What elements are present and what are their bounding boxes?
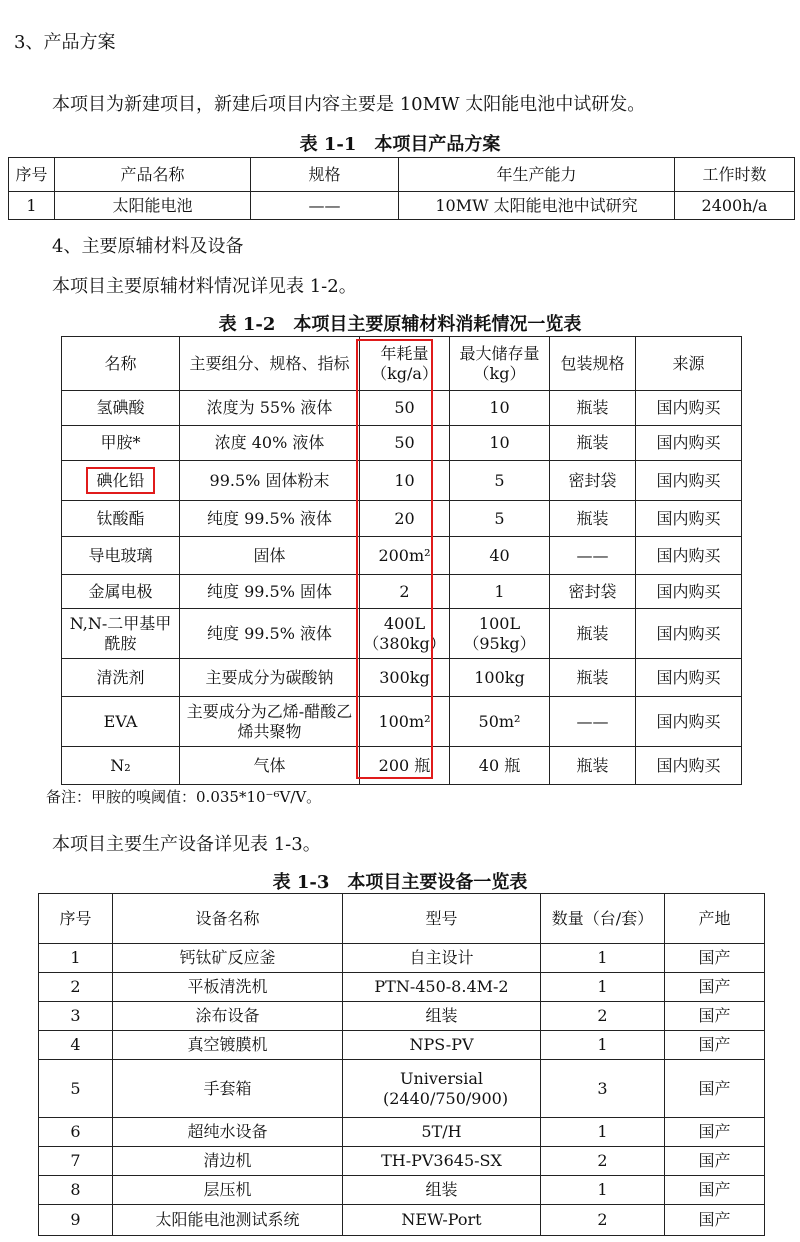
product-table (8, 157, 795, 220)
cell: 手套箱 (113, 1060, 343, 1118)
header-cell: 工作时数 (675, 158, 795, 192)
cell: 钙钛矿反应釜 (113, 944, 343, 973)
table-row (39, 1060, 765, 1118)
cell: Universial (2440/750/900) (343, 1060, 541, 1118)
cell: 国产 (665, 1002, 765, 1031)
cell: 3 (541, 1060, 665, 1118)
cell: 5 (450, 501, 550, 537)
cell: 组装 (343, 1002, 541, 1031)
cell: 太阳能电池 (55, 192, 251, 220)
cell: 国内购买 (636, 697, 742, 747)
cell: 国产 (665, 944, 765, 973)
cell: 国产 (665, 1205, 765, 1236)
cell: 纯度 99.5% 固体 (180, 575, 360, 609)
cell-highlighted (62, 461, 180, 501)
cell: 10 (360, 461, 450, 501)
cell: 3 (39, 1002, 113, 1031)
cell: 9 (39, 1205, 113, 1236)
table-row (62, 747, 742, 785)
table-row (39, 1147, 765, 1176)
cell: 组装 (343, 1176, 541, 1205)
cell: 密封袋 (550, 461, 636, 501)
cell: 2400h/a (675, 192, 795, 220)
cell: 国产 (665, 1147, 765, 1176)
cell: 400L（380kg） (360, 609, 450, 659)
cell: 1 (541, 1031, 665, 1060)
header-cell: 设备名称 (113, 894, 343, 944)
cell: 层压机 (113, 1176, 343, 1205)
cell: —— (251, 192, 399, 220)
cell: 1 (541, 973, 665, 1002)
cell: 涂布设备 (113, 1002, 343, 1031)
cell: 50m² (450, 697, 550, 747)
header-cell: 型号 (343, 894, 541, 944)
cell: 7 (39, 1147, 113, 1176)
cell: 平板清洗机 (113, 973, 343, 1002)
table-row (39, 1002, 765, 1031)
table-row (39, 944, 765, 973)
header-cell: 规格 (251, 158, 399, 192)
table-row (62, 426, 742, 461)
table-header-row (39, 894, 765, 944)
header-cell: 数量（台/套） (541, 894, 665, 944)
header-cell: 主要组分、规格、指标 (180, 337, 360, 391)
cell: 国产 (665, 1060, 765, 1118)
cell: 200 瓶 (360, 747, 450, 785)
cell: 50 (360, 391, 450, 426)
cell: 200m² (360, 537, 450, 575)
cell: 国内购买 (636, 501, 742, 537)
highlighted-material-name: 碘化铅 (86, 467, 154, 494)
header-cell: 包装规格 (550, 337, 636, 391)
cell: 100m² (360, 697, 450, 747)
cell: 太阳能电池测试系统 (113, 1205, 343, 1236)
table-1-2-caption: 表 1-2 本项目主要原辅材料消耗情况一览表 (218, 314, 582, 335)
cell: 钛酸酯 (62, 501, 180, 537)
equipment-intro: 本项目主要生产设备详见表 1-3。 (52, 834, 321, 855)
header-cell: 来源 (636, 337, 742, 391)
cell: 气体 (180, 747, 360, 785)
cell: 真空镀膜机 (113, 1031, 343, 1060)
header-cell: 年耗量（kg/a） (360, 337, 450, 391)
cell: PTN-450-8.4M-2 (343, 973, 541, 1002)
header-cell: 产地 (665, 894, 765, 944)
cell: 40 瓶 (450, 747, 550, 785)
cell: 国产 (665, 973, 765, 1002)
section-3-heading: 3、产品方案 (14, 32, 116, 53)
table-row (62, 461, 742, 501)
cell: 清洗剂 (62, 659, 180, 697)
cell: 瓶装 (550, 501, 636, 537)
header-cell: 名称 (62, 337, 180, 391)
cell: 10 (450, 426, 550, 461)
cell: 国产 (665, 1176, 765, 1205)
table-row (62, 501, 742, 537)
header-cell: 产品名称 (55, 158, 251, 192)
cell: 50 (360, 426, 450, 461)
table-1-1-caption: 表 1-1 本项目产品方案 (299, 134, 501, 155)
cell: N₂ (62, 747, 180, 785)
cell: 密封袋 (550, 575, 636, 609)
header-cell: 序号 (39, 894, 113, 944)
cell: 5T/H (343, 1118, 541, 1147)
cell: TH-PV3645-SX (343, 1147, 541, 1176)
cell: 300kg (360, 659, 450, 697)
cell: 2 (541, 1205, 665, 1236)
cell: 2 (541, 1002, 665, 1031)
cell: 4 (39, 1031, 113, 1060)
cell: 1 (450, 575, 550, 609)
cell: —— (550, 697, 636, 747)
cell: 固体 (180, 537, 360, 575)
cell: 国内购买 (636, 461, 742, 501)
section-3-intro: 本项目为新建项目，新建后项目内容主要是 10MW 太阳能电池中试研发。 (52, 94, 646, 115)
header-cell: 年生产能力 (399, 158, 675, 192)
table-row (62, 575, 742, 609)
cell: 主要成分为乙烯-醋酸乙烯共聚物 (180, 697, 360, 747)
cell: 氢碘酸 (62, 391, 180, 426)
table-row (39, 1205, 765, 1236)
cell: 金属电极 (62, 575, 180, 609)
header-cell: 最大储存量（kg） (450, 337, 550, 391)
cell: 1 (39, 944, 113, 973)
cell: 2 (39, 973, 113, 1002)
cell: 主要成分为碳酸钠 (180, 659, 360, 697)
cell: 国内购买 (636, 609, 742, 659)
cell: 1 (9, 192, 55, 220)
cell: 国内购买 (636, 575, 742, 609)
cell: 超纯水设备 (113, 1118, 343, 1147)
cell: 10MW 太阳能电池中试研究 (399, 192, 675, 220)
cell: 纯度 99.5% 液体 (180, 609, 360, 659)
table-row (62, 659, 742, 697)
cell: 100L（95kg） (450, 609, 550, 659)
cell: 1 (541, 944, 665, 973)
cell: 5 (450, 461, 550, 501)
table-row (9, 192, 795, 220)
table-row (39, 1031, 765, 1060)
equipment-table (38, 893, 765, 1236)
cell: NEW-Port (343, 1205, 541, 1236)
cell: 国内购买 (636, 747, 742, 785)
table-1-2-note: 备注：甲胺的嗅阈值：0.035*10⁻⁶V/V。 (46, 788, 322, 806)
cell: 100kg (450, 659, 550, 697)
cell: 瓶装 (550, 426, 636, 461)
cell: 99.5% 固体粉末 (180, 461, 360, 501)
table-row (39, 1118, 765, 1147)
table-row (39, 973, 765, 1002)
cell: NPS-PV (343, 1031, 541, 1060)
cell: 国内购买 (636, 537, 742, 575)
table-row (62, 697, 742, 747)
materials-table (61, 336, 742, 785)
table-row (39, 1176, 765, 1205)
cell: N,N-二甲基甲酰胺 (62, 609, 180, 659)
section-4-heading: 4、主要原辅材料及设备 (52, 236, 244, 257)
cell: 纯度 99.5% 液体 (180, 501, 360, 537)
cell: 1 (541, 1176, 665, 1205)
table-row (62, 391, 742, 426)
cell: 国产 (665, 1031, 765, 1060)
cell: 8 (39, 1176, 113, 1205)
cell: 6 (39, 1118, 113, 1147)
cell: 1 (541, 1118, 665, 1147)
cell: 国产 (665, 1118, 765, 1147)
section-4-intro: 本项目主要原辅材料情况详见表 1-2。 (52, 276, 357, 297)
header-cell: 序号 (9, 158, 55, 192)
cell: 导电玻璃 (62, 537, 180, 575)
cell: 国内购买 (636, 391, 742, 426)
cell: 2 (360, 575, 450, 609)
cell: 5 (39, 1060, 113, 1118)
cell: 国内购买 (636, 426, 742, 461)
table-row (62, 537, 742, 575)
cell: 瓶装 (550, 659, 636, 697)
table-header-row (9, 158, 795, 192)
table-row (62, 609, 742, 659)
cell: EVA (62, 697, 180, 747)
cell: 浓度为 55% 液体 (180, 391, 360, 426)
cell: 清边机 (113, 1147, 343, 1176)
cell: 2 (541, 1147, 665, 1176)
cell: 瓶装 (550, 609, 636, 659)
cell: 40 (450, 537, 550, 575)
cell: 甲胺* (62, 426, 180, 461)
table-1-3-caption: 表 1-3 本项目主要设备一览表 (272, 872, 528, 893)
cell: 瓶装 (550, 391, 636, 426)
cell: 国内购买 (636, 659, 742, 697)
cell: 10 (450, 391, 550, 426)
cell: 20 (360, 501, 450, 537)
table-header-row (62, 337, 742, 391)
cell: —— (550, 537, 636, 575)
cell: 浓度 40% 液体 (180, 426, 360, 461)
cell: 自主设计 (343, 944, 541, 973)
cell: 瓶装 (550, 747, 636, 785)
